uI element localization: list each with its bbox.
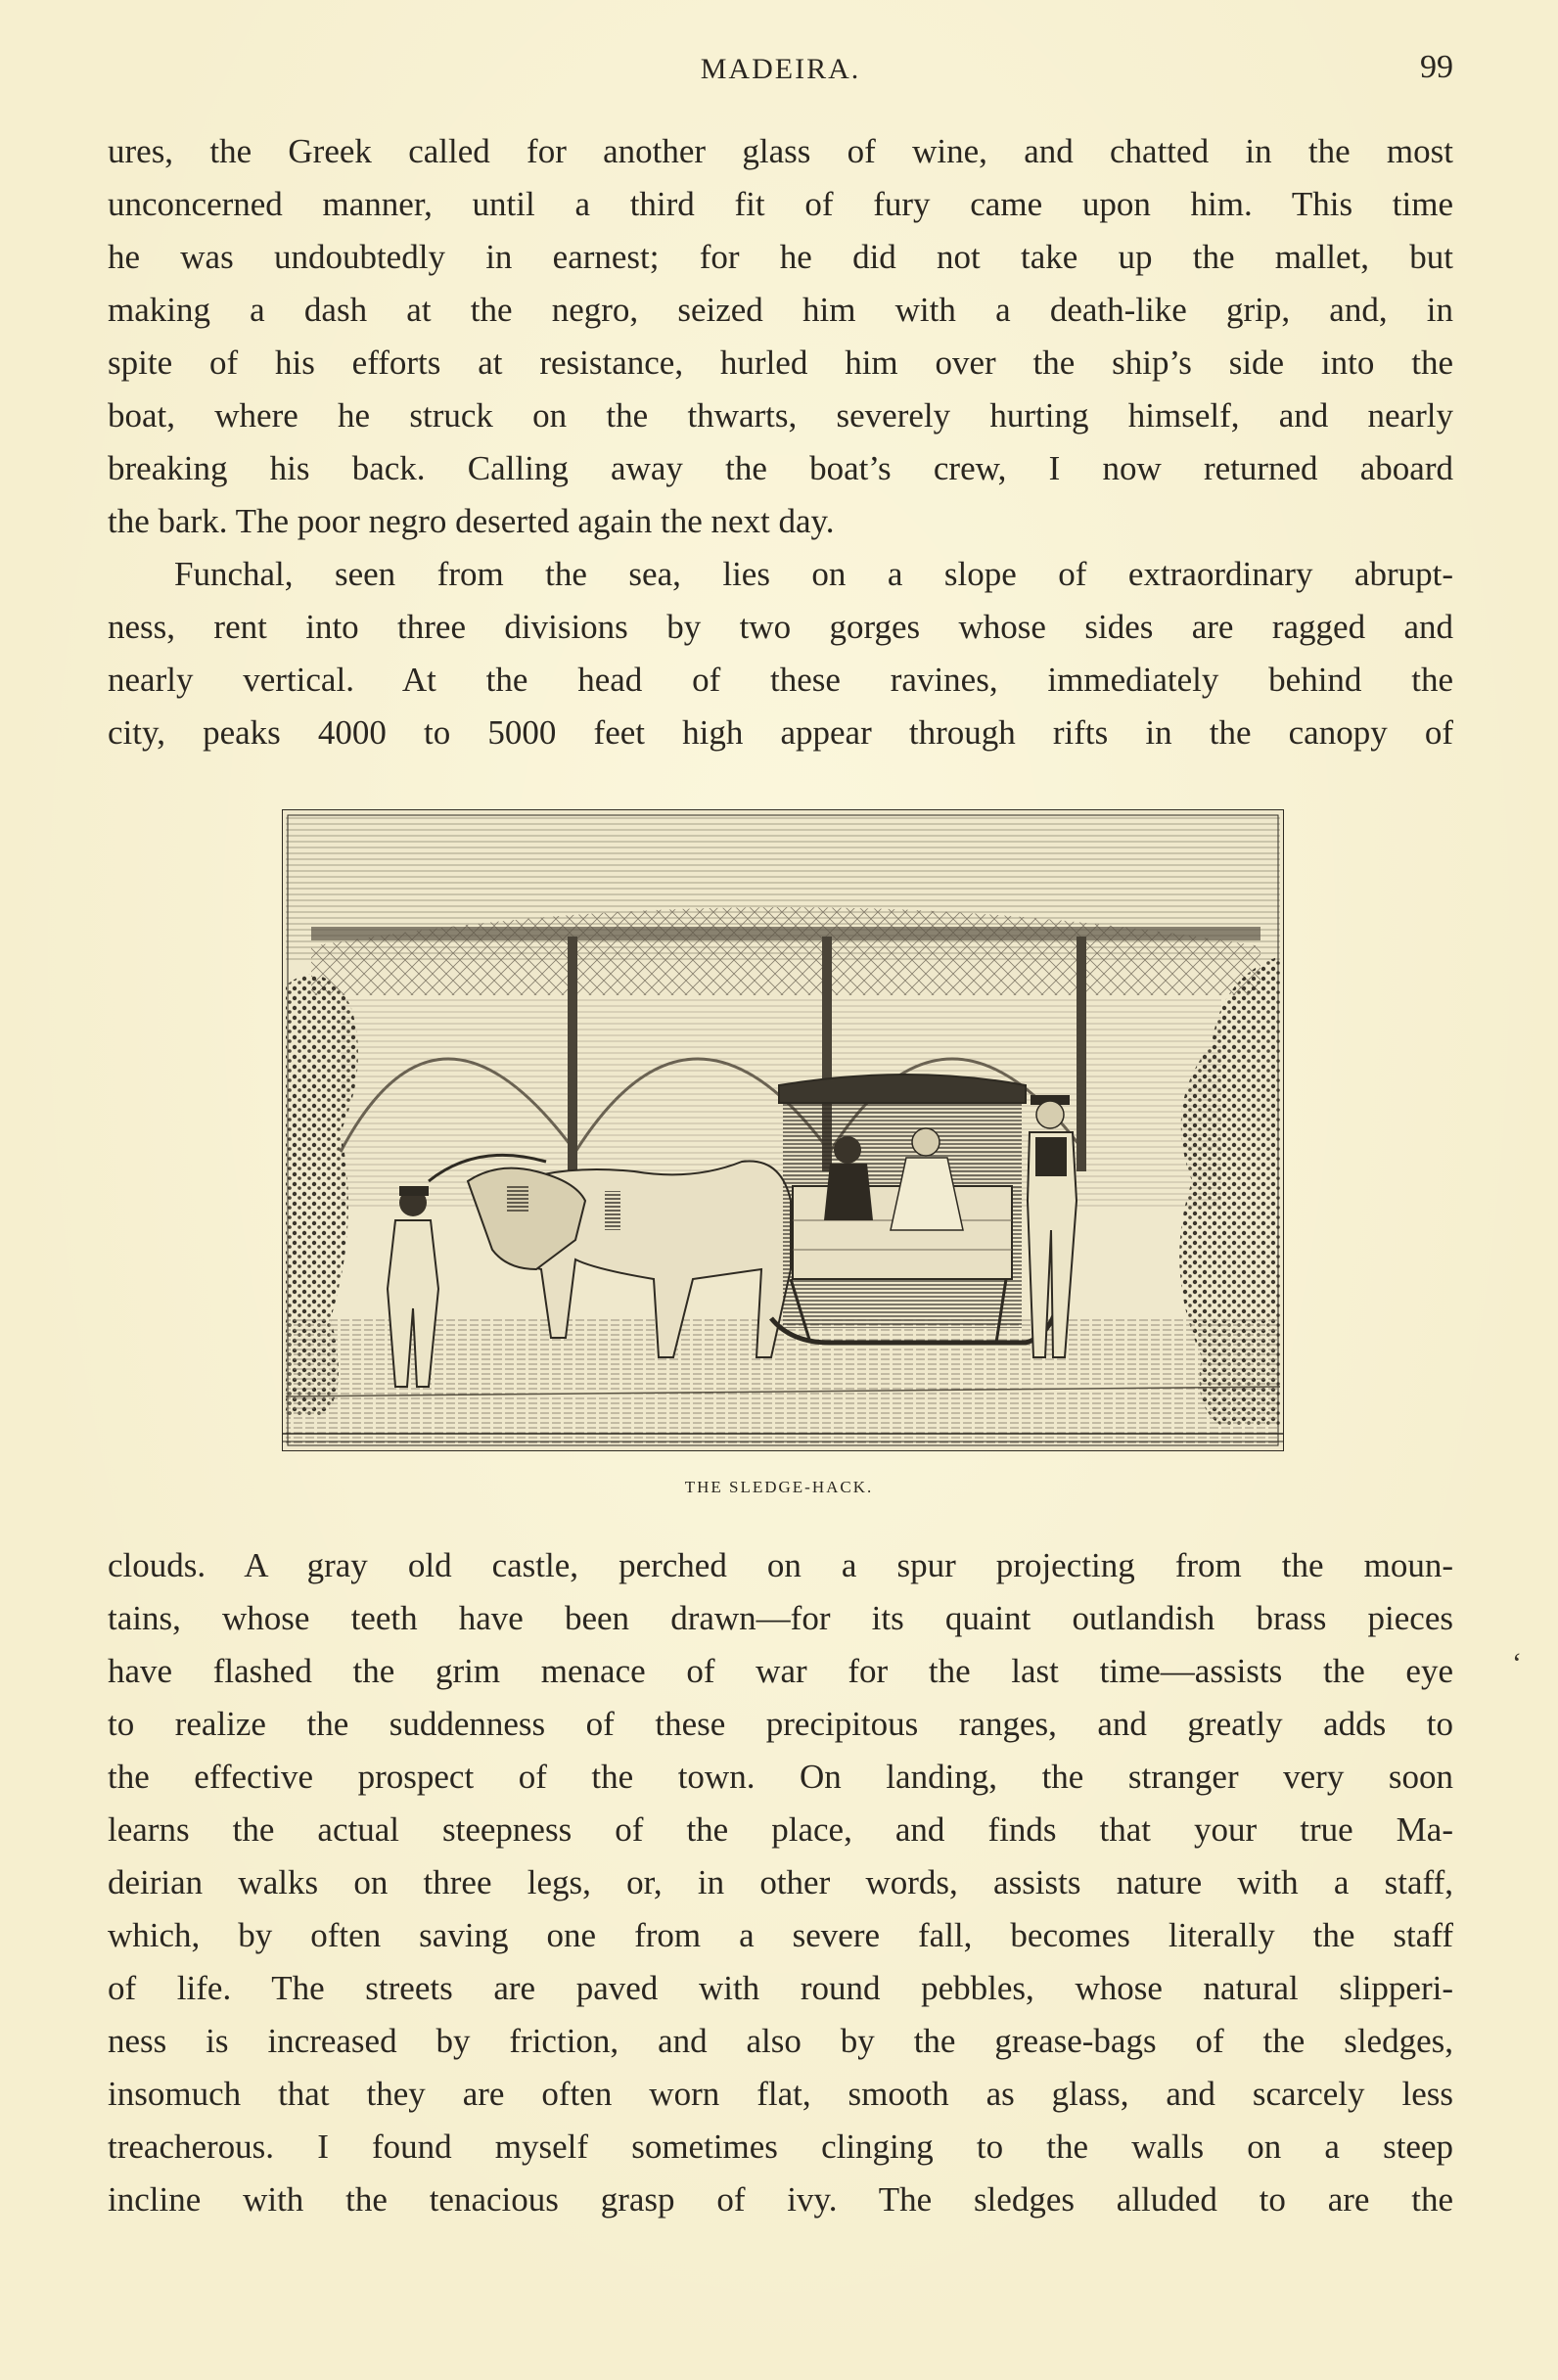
paragraph-2 — [108, 548, 1453, 759]
text-line: tains, whose teeth have been drawn—for its quaint outlandish brass pieces — [108, 1599, 1453, 1637]
figure-caption: THE SLEDGE-HACK. — [684, 1478, 874, 1496]
text-line: making a dash at the negro, seized him with a death-like grip, and, in — [108, 291, 1453, 329]
text-line: have flashed the grim menace of war for the last time—assists the eye — [108, 1652, 1453, 1690]
text-line: spite of his efforts at resistance, hurled him over the ship’s side into the — [108, 343, 1453, 382]
text-line: boat, where he struck on the thwarts, severely hurting himself, and nearly — [108, 396, 1453, 435]
text-line: learns the actual steepness of the place, and finds that your true Ma- — [108, 1810, 1453, 1849]
margin-mark: ‘ — [1512, 1647, 1522, 1679]
text-line: the effective prospect of the town. On landing, the stranger very soon — [108, 1758, 1453, 1796]
text-line: insomuch that they are often worn flat, smooth as glass, and scarcely less — [108, 2075, 1453, 2113]
text-line: ness is increased by friction, and also by the grease-bags of the sledges, — [108, 2022, 1453, 2060]
text-line: clouds. A gray old castle, perched on a spur projecting from the moun- — [108, 1546, 1453, 1584]
text-line: deirian walks on three legs, or, in other words, assists nature with a staff, — [108, 1863, 1453, 1901]
text-line: Funchal, seen from the sea, lies on a slope of extraordinary abrupt- — [174, 555, 1453, 593]
text-line: which, by often saving one from a severe fall, becomes literally the staff — [108, 1916, 1453, 1954]
text-line: breaking his back. Calling away the boat’s crew, I now returned aboard — [108, 449, 1453, 487]
sledge-hack-engraving — [282, 809, 1284, 1451]
text-line: incline with the tenacious grasp of ivy. The sledges alluded to are the — [108, 2180, 1453, 2219]
paragraph-1 — [108, 125, 1453, 548]
text-line: unconcerned manner, until a third fit of fury came upon him. This time — [108, 185, 1453, 223]
page-number: 99 — [1420, 49, 1453, 85]
running-head — [108, 49, 1453, 92]
text-line: treacherous. I found myself sometimes clinging to the walls on a steep — [108, 2128, 1453, 2166]
text-line: to realize the suddenness of these precipitous ranges, and greatly adds to — [108, 1705, 1453, 1743]
text-line: nearly vertical. At the head of these ravines, immediately behind the — [108, 661, 1453, 699]
text-line: he was undoubtedly in earnest; for he did not take up the mallet, but — [108, 238, 1453, 276]
text-line: of life. The streets are paved with round pebbles, whose natural slipperi- — [108, 1969, 1453, 2007]
text-line: city, peaks 4000 to 5000 feet high appear through rifts in the canopy of — [108, 713, 1453, 752]
text-line: ures, the Greek called for another glass of wine, and chatted in the most — [108, 132, 1453, 170]
text-line: ness, rent into three divisions by two gorges whose sides are ragged and — [108, 608, 1453, 646]
paragraph-3 — [108, 1539, 1453, 2226]
running-title: MADEIRA. — [700, 53, 861, 85]
text-line: the bark. The poor negro deserted again the next day. — [108, 502, 835, 540]
